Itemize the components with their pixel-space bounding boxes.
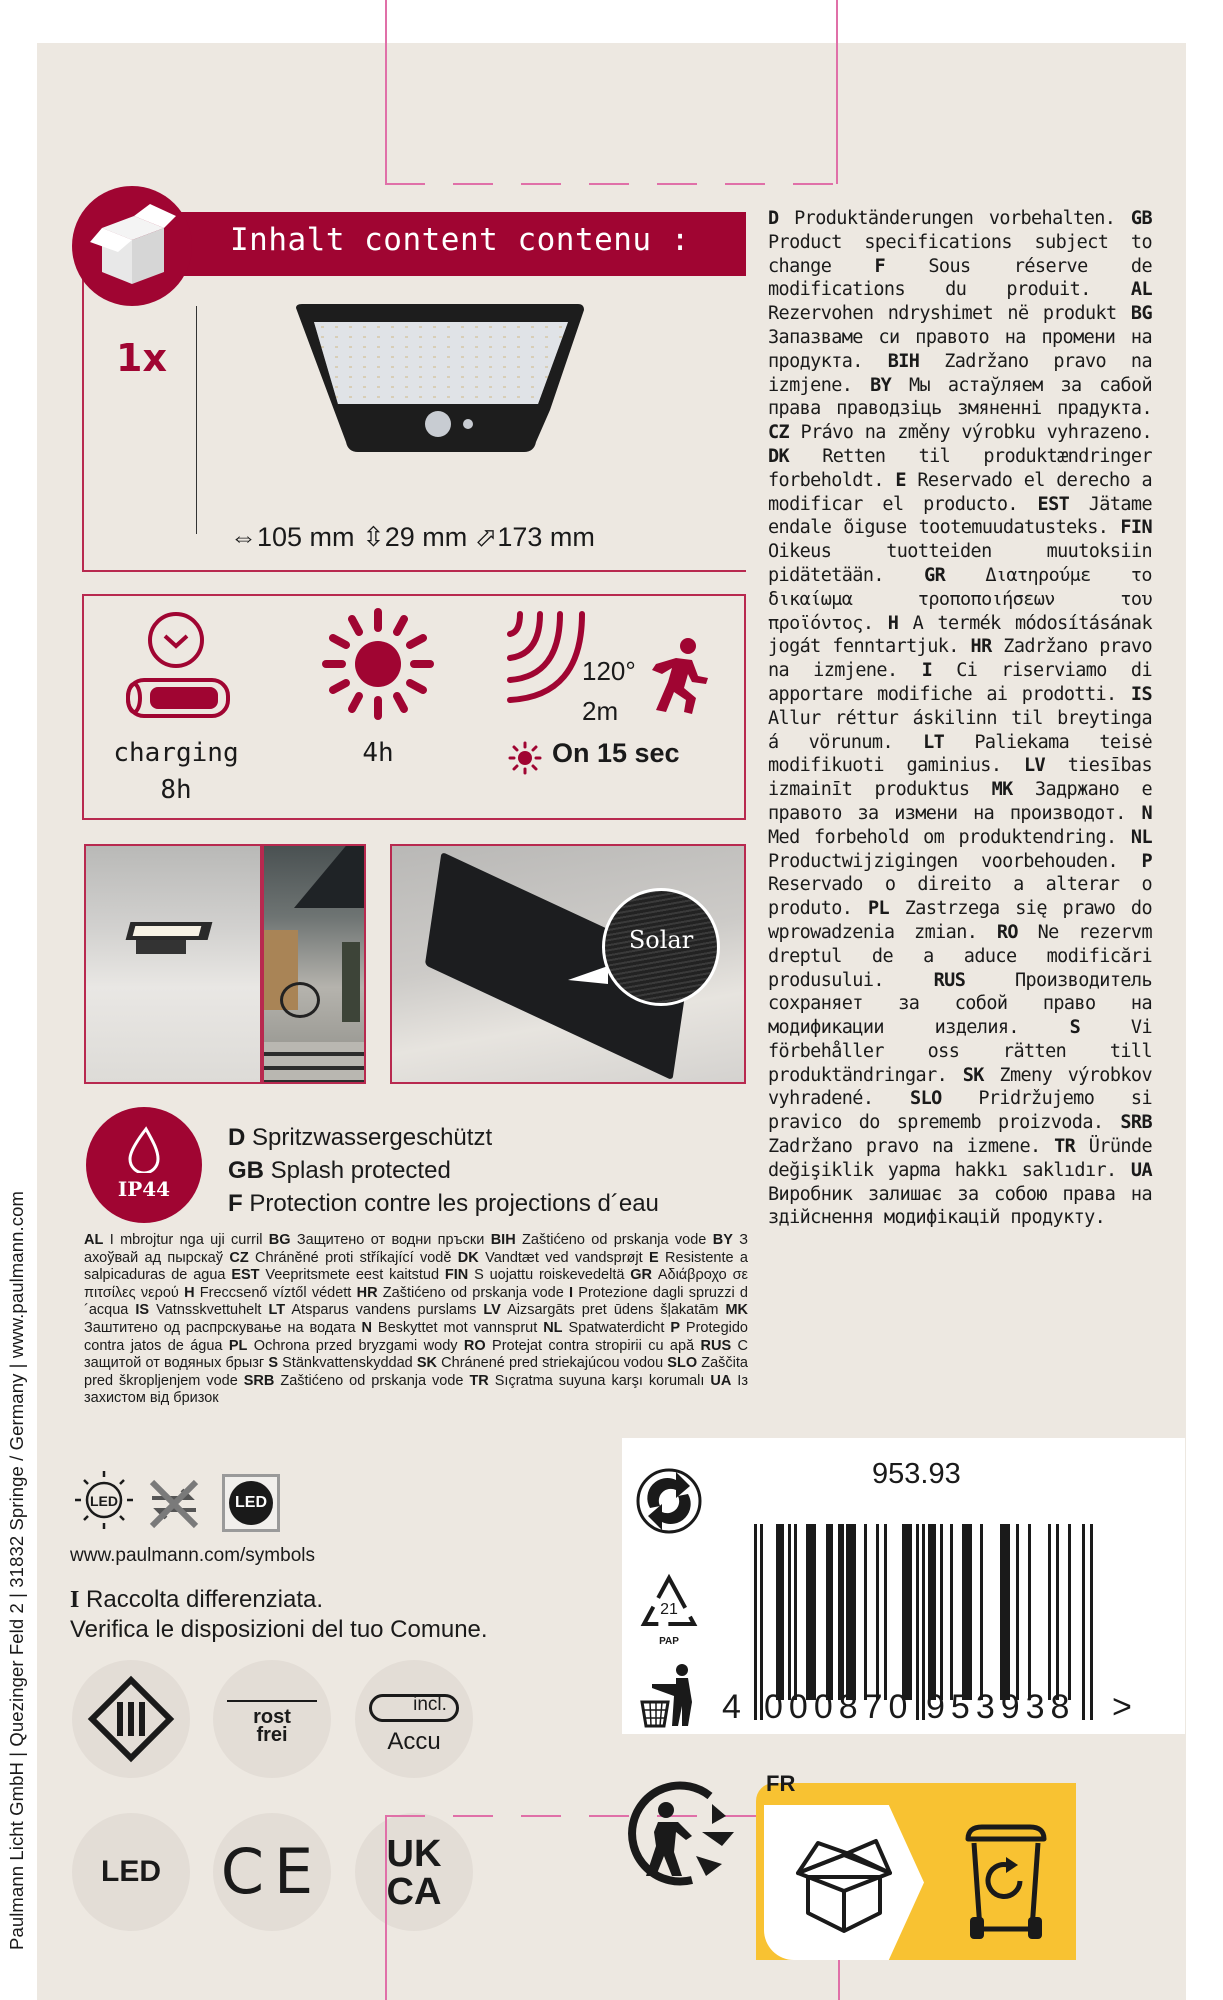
lang-text: Zaštićeno od prskanja vode xyxy=(274,1372,470,1389)
rust-free-bottom: frei xyxy=(256,1724,288,1746)
lang-text: Zadržano pravo na izmjene. xyxy=(768,350,1152,396)
article-number: 953.93 xyxy=(872,1458,961,1490)
led-black-icon: LED xyxy=(222,1474,280,1532)
lang-code: F xyxy=(228,1190,243,1217)
lang-text: Freccsenő víztől védett xyxy=(194,1284,357,1301)
lang-code: E xyxy=(649,1249,659,1266)
house-night-photo xyxy=(262,844,366,1084)
lang-text: Мы астаўляем за сабой права праводзіць змяненні прадукта. xyxy=(768,374,1152,420)
lang-text: Protejat contra stropirii cu apă xyxy=(485,1337,701,1354)
product-image xyxy=(288,302,588,502)
lang-text: Rezervohen ndryshimet në produkt xyxy=(768,303,1131,325)
lang-text: Chráněné proti stříkající vodě xyxy=(248,1249,458,1266)
lang-code: LT xyxy=(268,1302,286,1319)
lang-text: Виробник залишає за собою права на здійснення модифікацій продукту. xyxy=(768,1183,1152,1229)
lang-text: Resistente a salpicaduras de agua xyxy=(84,1249,748,1284)
lang-text: Aizsargāts pret ūdens šļakatām xyxy=(500,1302,726,1319)
lang-text: Sıçratma suyuna karşı korumalı xyxy=(488,1372,711,1389)
lang-code: GR xyxy=(924,564,946,586)
lang-code: UA xyxy=(710,1372,732,1389)
sensor-on-duration: On 15 sec xyxy=(552,738,680,768)
lang-code: CZ xyxy=(768,422,790,444)
spec-change-multilang xyxy=(768,207,1152,1230)
lang-code: IS xyxy=(135,1302,150,1319)
symbols-link[interactable]: www.paulmann.com/symbols xyxy=(70,1545,315,1566)
lang-text: Allur réttur áskilinn til breytinga á vörunum. xyxy=(768,707,1152,753)
lang-text: Vatnsskvettuhelt xyxy=(149,1302,269,1319)
height-arrow-icon: ⇳ xyxy=(362,522,385,552)
lang-text: Vandtæt ved vandsprøjt xyxy=(478,1249,649,1266)
green-dot-icon xyxy=(636,1468,702,1534)
lang-code: NL xyxy=(1130,826,1152,848)
lang-code: D xyxy=(228,1124,246,1151)
company-imprint: Paulmann Licht GmbH | Quezinger Feld 2 | 31832 Springe / Germany | www.paulmann.com xyxy=(6,1191,27,1950)
lang-text: tiesības izmainīt produktus xyxy=(768,755,1152,801)
protection-class-3-icon xyxy=(86,1674,176,1764)
lang-text: Задржано е правото за измени на производот. xyxy=(768,779,1152,824)
lang-text: S uojattu roiskevedeltä xyxy=(468,1267,631,1284)
width-value: 105 mm xyxy=(257,522,355,552)
lang-text: Ne rezervm dreptul de a aduce modificări produsului. xyxy=(768,921,1153,991)
lang-text: Retten til produktændringer forbeholdt. xyxy=(768,445,1152,491)
recycling-line-2: Verifica le disposizioni del tuo Comune. xyxy=(70,1616,488,1643)
lang-text: Pridržujemo si pravico do sprememb proizvoda. xyxy=(768,1088,1152,1134)
lang-code: RUS xyxy=(933,969,966,991)
lang-code: EST xyxy=(1037,493,1070,515)
ce-mark-badge xyxy=(213,1813,331,1931)
protection-class-3-badge xyxy=(72,1660,190,1778)
lang-code: SRB xyxy=(1120,1112,1152,1134)
lang-text: Заштитено од распрскување на водата xyxy=(84,1319,362,1336)
ean-left-group: 000870 xyxy=(764,1688,914,1726)
lang-code: D xyxy=(768,208,779,229)
lang-code: N xyxy=(361,1319,372,1336)
lang-text: Beskyttet mot vannsprut xyxy=(372,1319,544,1336)
svg-text:LED: LED xyxy=(90,1493,118,1509)
sun-icon xyxy=(322,608,434,720)
ukca-top: UK xyxy=(386,1833,442,1875)
ean-first-digit: 4 xyxy=(722,1688,747,1726)
lang-code: H xyxy=(887,612,899,634)
lang-text: I mbrojtur nga uji curril xyxy=(103,1232,269,1248)
lang-text: Jätame endale õiguse tootemuudatusteks. xyxy=(768,493,1152,539)
lang-code: LV xyxy=(1024,755,1046,777)
fr-label: FR xyxy=(766,1771,796,1796)
lang-code: UA xyxy=(1130,1159,1152,1181)
width-arrow-icon: ⇔ xyxy=(230,522,257,552)
lang-code: LV xyxy=(483,1302,501,1319)
accu-included-badge xyxy=(355,1660,473,1778)
open-carton-icon xyxy=(790,1835,898,1933)
solar-panel-photo xyxy=(390,844,746,1084)
wall-light-photo xyxy=(84,844,262,1084)
lang-code: I xyxy=(921,660,933,682)
lang-text: Spatwaterdicht xyxy=(562,1319,671,1336)
solar-callout-label: Solar xyxy=(628,926,694,954)
lang-text: Protezione dagli spruzzi d´acqua xyxy=(84,1284,748,1319)
lang-code: SK xyxy=(416,1355,438,1372)
lang-text: Atsparus vandens purslams xyxy=(285,1302,484,1319)
lang-code: BIH xyxy=(887,350,920,372)
charging-value: 8h xyxy=(160,775,192,805)
running-person-icon xyxy=(646,636,710,716)
lang-text: С защитой от водяных брызг xyxy=(84,1337,749,1372)
lang-text: Protegido contra jatos de água xyxy=(84,1319,748,1354)
lang-code: HR xyxy=(970,636,992,658)
lang-text: Vi förbehåller oss rätten till produktändringar. xyxy=(768,1017,1152,1086)
open-box-icon xyxy=(72,186,192,306)
lang-code: TR xyxy=(469,1372,489,1389)
recycling-bin-icon xyxy=(962,1817,1050,1943)
lang-text: Zaščita pred škropljenjem vode xyxy=(84,1355,748,1389)
lang-text: Защитено от водни пръски xyxy=(290,1232,491,1248)
lang-text: Zaštićeno od prskanja vode xyxy=(377,1284,570,1301)
die-cut-dashes-top xyxy=(385,183,840,185)
ean-end-marker: > xyxy=(1112,1688,1138,1726)
lang-code: SLO xyxy=(910,1088,942,1110)
lang-code: H xyxy=(184,1284,195,1301)
lang-code: MK xyxy=(725,1302,748,1319)
svg-text:21: 21 xyxy=(660,1601,678,1618)
lang-code: EST xyxy=(231,1267,260,1284)
italian-recycling-note xyxy=(70,1585,488,1645)
lang-code: GB xyxy=(1130,208,1152,229)
lang-code: N xyxy=(1141,802,1152,824)
lang-code: IS xyxy=(1130,683,1152,705)
lang-text: Sous réserve de modifications du produit. xyxy=(768,255,1152,301)
lang-code: GB xyxy=(228,1157,264,1184)
lang-code: S xyxy=(268,1355,278,1372)
lang-text: Productwijzigingen voorbehouden. xyxy=(768,850,1142,872)
lang-code: E xyxy=(895,469,906,491)
triman-icon xyxy=(622,1776,740,1894)
lang-code: CZ xyxy=(229,1249,249,1266)
lang-code: RO xyxy=(996,921,1018,943)
lang-text: Zadržano pravo na izmene. xyxy=(768,1136,1055,1158)
led-symbols-row xyxy=(72,1468,282,1532)
lang-text: Производитель сохраняет за собой право на модификации изделия. xyxy=(768,969,1152,1039)
lang-text: Reservado o direito a alterar o produto. xyxy=(768,874,1152,920)
lang-text: Produktänderungen vorbehalten. xyxy=(778,208,1131,229)
content-title: Inhalt content contenu : xyxy=(230,222,690,258)
lang-code: BY xyxy=(870,374,892,396)
motion-sensor-icon xyxy=(506,608,592,704)
lang-text: A termék módosításának jogát fenntartjuk. xyxy=(768,612,1153,658)
lang-code: SRB xyxy=(243,1372,275,1389)
lang-text: Zmeny výrobkov vyhradené. xyxy=(768,1064,1153,1110)
quantity-divider xyxy=(196,306,197,534)
die-cut-top xyxy=(385,0,838,184)
lang-text: Διατηρούμε το δικαίωμα τροποποιήσεων του προϊόντος. xyxy=(768,564,1152,634)
barcode-area xyxy=(622,1438,1185,1734)
led-sun-icon xyxy=(72,1468,136,1532)
lang-code: PL xyxy=(867,898,890,920)
lang-text: Reservado el derecho a modificar el producto. xyxy=(768,469,1152,515)
ip-description: Splash protected xyxy=(270,1157,451,1184)
depth-arrow-icon: ⬀ xyxy=(474,522,498,552)
lang-text: Ochrona przed bryzgami wody xyxy=(247,1337,464,1354)
lang-code: P xyxy=(1141,850,1152,872)
lang-text: Zastrzega się prawo do wprowadzenia zmian. xyxy=(768,898,1152,943)
lang-code: LT xyxy=(923,731,945,753)
lang-text: Med forbehold om produktendring. xyxy=(768,826,1131,848)
content-banner xyxy=(110,212,746,276)
svg-text:PAP: PAP xyxy=(659,1636,679,1647)
ean-right-group: 953938 xyxy=(926,1688,1076,1726)
lang-code: DK xyxy=(768,445,790,467)
water-drop-icon xyxy=(126,1125,162,1173)
led-badge-label: LED xyxy=(101,1855,161,1888)
tidyman-bin-icon xyxy=(638,1662,698,1728)
ip-description: Spritzwassergeschützt xyxy=(252,1124,493,1151)
lang-text: Ci riserviamo di apportare modifiche ai prodotti. xyxy=(768,660,1152,705)
lang-code: NL xyxy=(543,1319,563,1336)
lang-text: Üründe değişiklik yapma hakkı saklıdır. xyxy=(768,1136,1152,1181)
lang-code: SLO xyxy=(667,1355,698,1372)
accu-label: Accu xyxy=(387,1728,441,1755)
lang-text: Zaštićeno od prskanja vode xyxy=(515,1232,713,1248)
lang-code: DK xyxy=(457,1249,479,1266)
lang-code: HR xyxy=(356,1284,378,1301)
lang-code: BG xyxy=(1130,303,1152,325)
lang-code: AL xyxy=(1130,279,1152,301)
lang-code: AL xyxy=(84,1232,104,1248)
lang-code: PL xyxy=(228,1337,248,1354)
lang-code: FIN xyxy=(444,1267,469,1284)
ip44-badge xyxy=(86,1107,202,1223)
rust-free-top: rost xyxy=(253,1706,291,1728)
recycle-pap-icon xyxy=(636,1572,702,1652)
lang-text: Paliekama teisė modifikuoti gaminius. xyxy=(768,731,1153,777)
lang-code: MK xyxy=(991,779,1013,801)
lang-text: Zadržano pravo na izmjene. xyxy=(768,636,1152,682)
recycling-line-1: Raccolta differenziata. xyxy=(86,1586,324,1613)
lang-text: Právo na změny výrobku vyhrazeno. xyxy=(789,422,1152,444)
lang-code: FIN xyxy=(1120,517,1152,539)
sensor-angle: 120° xyxy=(582,656,636,686)
charging-label: charging xyxy=(113,738,239,768)
lang-text: Запазваме си правото на промени на продукта. xyxy=(768,326,1152,372)
accu-incl-label: incl. xyxy=(413,1694,447,1715)
small-sun-icon xyxy=(508,741,542,775)
lang-text: З ахоўвай ад пырскаў xyxy=(84,1232,748,1266)
lang-code: BY xyxy=(712,1232,733,1248)
lang-code: GR xyxy=(630,1267,652,1284)
ip-descriptions xyxy=(228,1121,659,1220)
lang-code: SK xyxy=(962,1064,984,1086)
led-badge xyxy=(72,1813,190,1931)
lang-text: Αδιάβροχο σε πιτσίλες νερού xyxy=(84,1267,748,1301)
battery-clock-icon xyxy=(120,608,232,728)
lang-code: F xyxy=(874,255,886,277)
ukca-bottom: CA xyxy=(386,1871,442,1913)
dimensions xyxy=(230,522,595,553)
lang-code: I xyxy=(70,1587,80,1613)
quantity: 1x xyxy=(116,336,167,380)
content-box-badge xyxy=(72,186,192,306)
lang-text: Stänkvattenskyddad xyxy=(278,1355,417,1372)
lang-text: Veepritsmete eest kaitstud xyxy=(259,1267,445,1284)
lang-text: Product specifications subject to change xyxy=(768,231,1152,277)
lang-code: TR xyxy=(1054,1136,1076,1158)
light-duration-value: 4h xyxy=(362,738,394,768)
depth-value: 173 mm xyxy=(497,522,595,552)
lang-text: Із захистом від бризок xyxy=(84,1372,748,1407)
lang-code: RO xyxy=(463,1337,486,1354)
height-value: 29 mm xyxy=(384,522,468,552)
crossed-out-replace-icon xyxy=(146,1476,202,1532)
splash-protection-multilang xyxy=(84,1232,748,1408)
lang-code: BG xyxy=(268,1232,291,1248)
lang-code: BIH xyxy=(490,1232,516,1248)
lang-code: S xyxy=(1069,1017,1081,1039)
lang-code: I xyxy=(569,1284,574,1301)
lang-code: P xyxy=(670,1319,680,1336)
lang-code: RUS xyxy=(700,1337,732,1354)
lang-text: Chránené pred striekajúcou vodou xyxy=(437,1355,668,1372)
sensor-range: 2m xyxy=(582,696,619,726)
ip-rating-text: IP44 xyxy=(117,1177,171,1201)
fr-recycling-info xyxy=(756,1771,1076,1960)
ce-mark-label: CE xyxy=(220,1835,324,1908)
rust-free-badge xyxy=(213,1660,331,1778)
ip-description: Protection contre les projections d´eau xyxy=(249,1190,659,1217)
lang-text: Oikeus tuotteiden muutoksiin pidätetään. xyxy=(768,541,1152,586)
